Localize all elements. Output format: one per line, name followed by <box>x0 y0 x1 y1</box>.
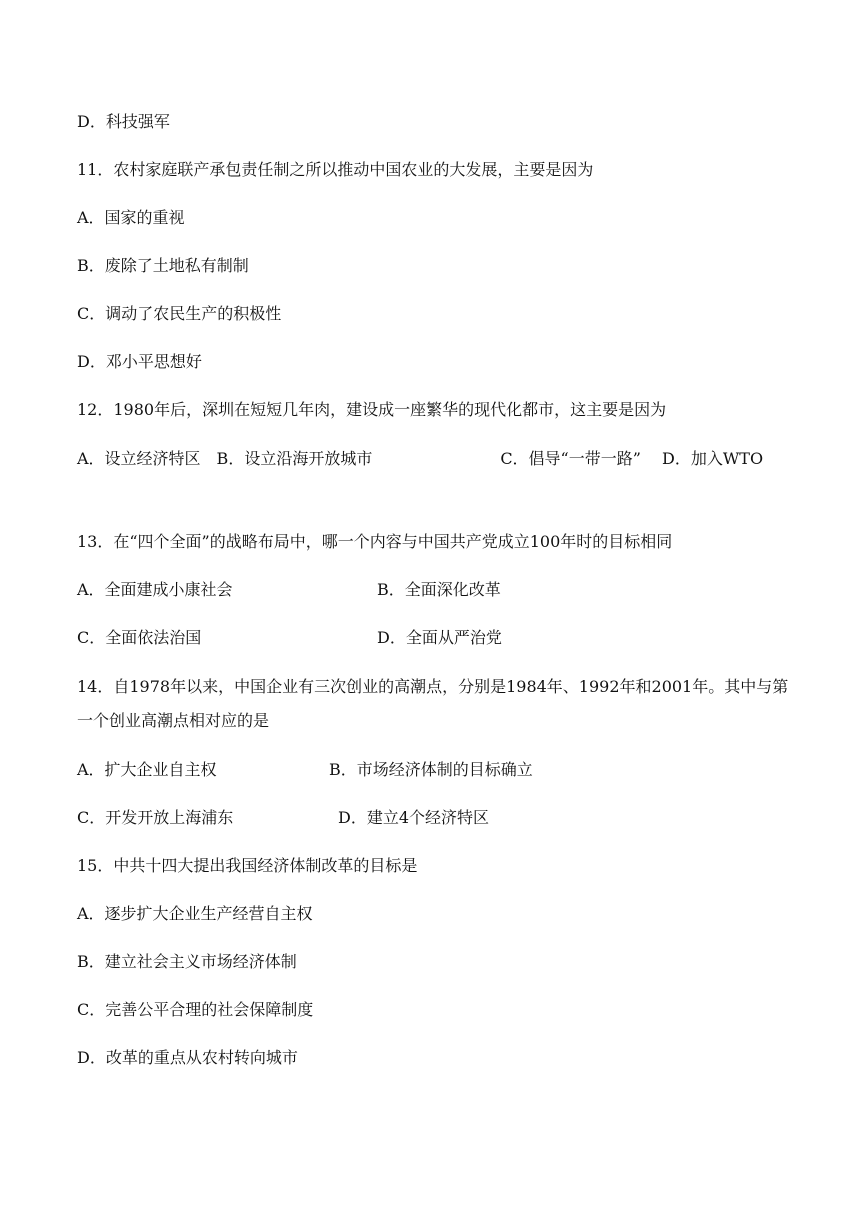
q14-option-c: C．开发开放上海浦东 <box>77 808 234 827</box>
q15-option-d: D．改革的重点从农村转向城市 <box>77 1048 298 1067</box>
q14-stem: 14．自1978年以来，中国企业有三次创业的高潮点，分别是1984年、1992年和2001年。其中与第一个创业高潮点相对应的是 <box>77 677 789 730</box>
q11-stem: 11．农村家庭联产承包责任制之所以推动中国农业的大发展，主要是因为 <box>77 160 594 179</box>
q13-option-b: B．全面深化改革 <box>377 580 501 599</box>
q13-option-c: C．全面依法治国 <box>77 628 202 647</box>
q14-option-d: D．建立4个经济特区 <box>338 808 490 827</box>
q12-options: A．设立经济特区 B．设立沿海开放城市 C．倡导“一带一路” D．加入WTO <box>77 449 764 468</box>
q14-option-a: A．扩大企业自主权 <box>77 760 217 779</box>
q11-option-a: A．国家的重视 <box>77 208 185 227</box>
q13-stem: 13．在“四个全面”的战略布局中，哪一个内容与中国共产党成立100年时的目标相同 <box>77 532 673 551</box>
q10-option-d: D．科技强军 <box>77 112 170 131</box>
q15-option-a: A．逐步扩大企业生产经营自主权 <box>77 904 313 923</box>
q12-stem: 12．1980年后，深圳在短短几年肉，建设成一座繁华的现代化都市，这主要是因为 <box>77 400 667 419</box>
q11-option-d: D．邓小平思想好 <box>77 352 202 371</box>
q14-option-b: B．市场经济体制的目标确立 <box>329 760 533 779</box>
q13-option-a: A．全面建成小康社会 <box>77 580 233 599</box>
q13-option-d: D．全面从严治党 <box>377 628 502 647</box>
q15-option-c: C．完善公平合理的社会保障制度 <box>77 1000 314 1019</box>
q11-option-b: B．废除了土地私有制制 <box>77 256 249 275</box>
q15-option-b: B．建立社会主义市场经济体制 <box>77 952 297 971</box>
q15-stem: 15．中共十四大提出我国经济体制改革的目标是 <box>77 856 418 875</box>
q11-option-c: C．调动了农民生产的积极性 <box>77 304 282 323</box>
